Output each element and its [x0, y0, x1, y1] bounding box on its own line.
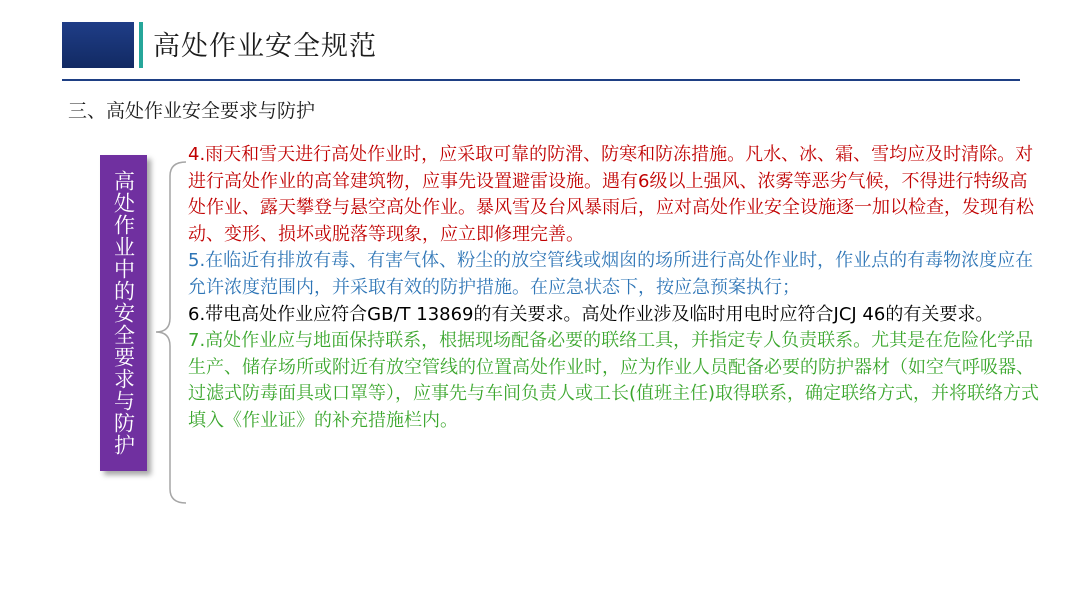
header-divider [62, 79, 1020, 81]
requirement-5: 5.在临近有排放有毒、有害气体、粉尘的放空管线或烟囱的场所进行高处作业时，作业点的有毒物浓度应在允许浓度范围内，并采取有效的防护措施。在应急状态下，按应急预案执行； [188, 250, 1034, 298]
page-title: 高处作业安全规范 [153, 31, 377, 62]
requirements-list [188, 142, 1040, 435]
requirement-6: 6.带电高处作业应符合GB/T 13869的有关要求。高处作业涉及临时用电时应符合JCJ 46的有关要求。 [188, 303, 994, 325]
section-heading: 三、高处作业安全要求与防护 [68, 100, 316, 122]
topic-label-box [100, 155, 147, 471]
requirement-4: 4.雨天和雪天进行高处作业时，应采取可靠的防滑、防寒和防冻措施。凡水、冰、霜、雪均应及时清除。对进行高处作业的高耸建筑物，应事先设置避雷设施。遇有6级以上强风、浓雾等恶劣气候，不得进行特级高处作业、露天攀登与悬空高处作业。暴风雪及台风暴雨后，应对高处作业安全设施逐一加以检查，发现有松动、变形、损坏或脱落等现象，应立即修理完善。 [188, 144, 1034, 245]
title-accent-bar [139, 22, 143, 68]
requirement-7: 7.高处作业应与地面保持联系，根据现场配备必要的联络工具，并指定专人负责联系。尤其是在危险化学品生产、储存场所或附近有放空管线的位置高处作业时，应为作业人员配备必要的防护器材（如空气呼吸器、过滤式防毒面具或口罩等），应事先与车间负责人或工长(值班主任)取得联系，确定联络方式，并将联络方式填入《作业证》的补充措施栏内。 [188, 330, 1040, 431]
title-color-block [62, 22, 134, 68]
curly-brace [148, 160, 190, 505]
topic-label: 高处作业中的安全要求与防护 [111, 170, 136, 456]
